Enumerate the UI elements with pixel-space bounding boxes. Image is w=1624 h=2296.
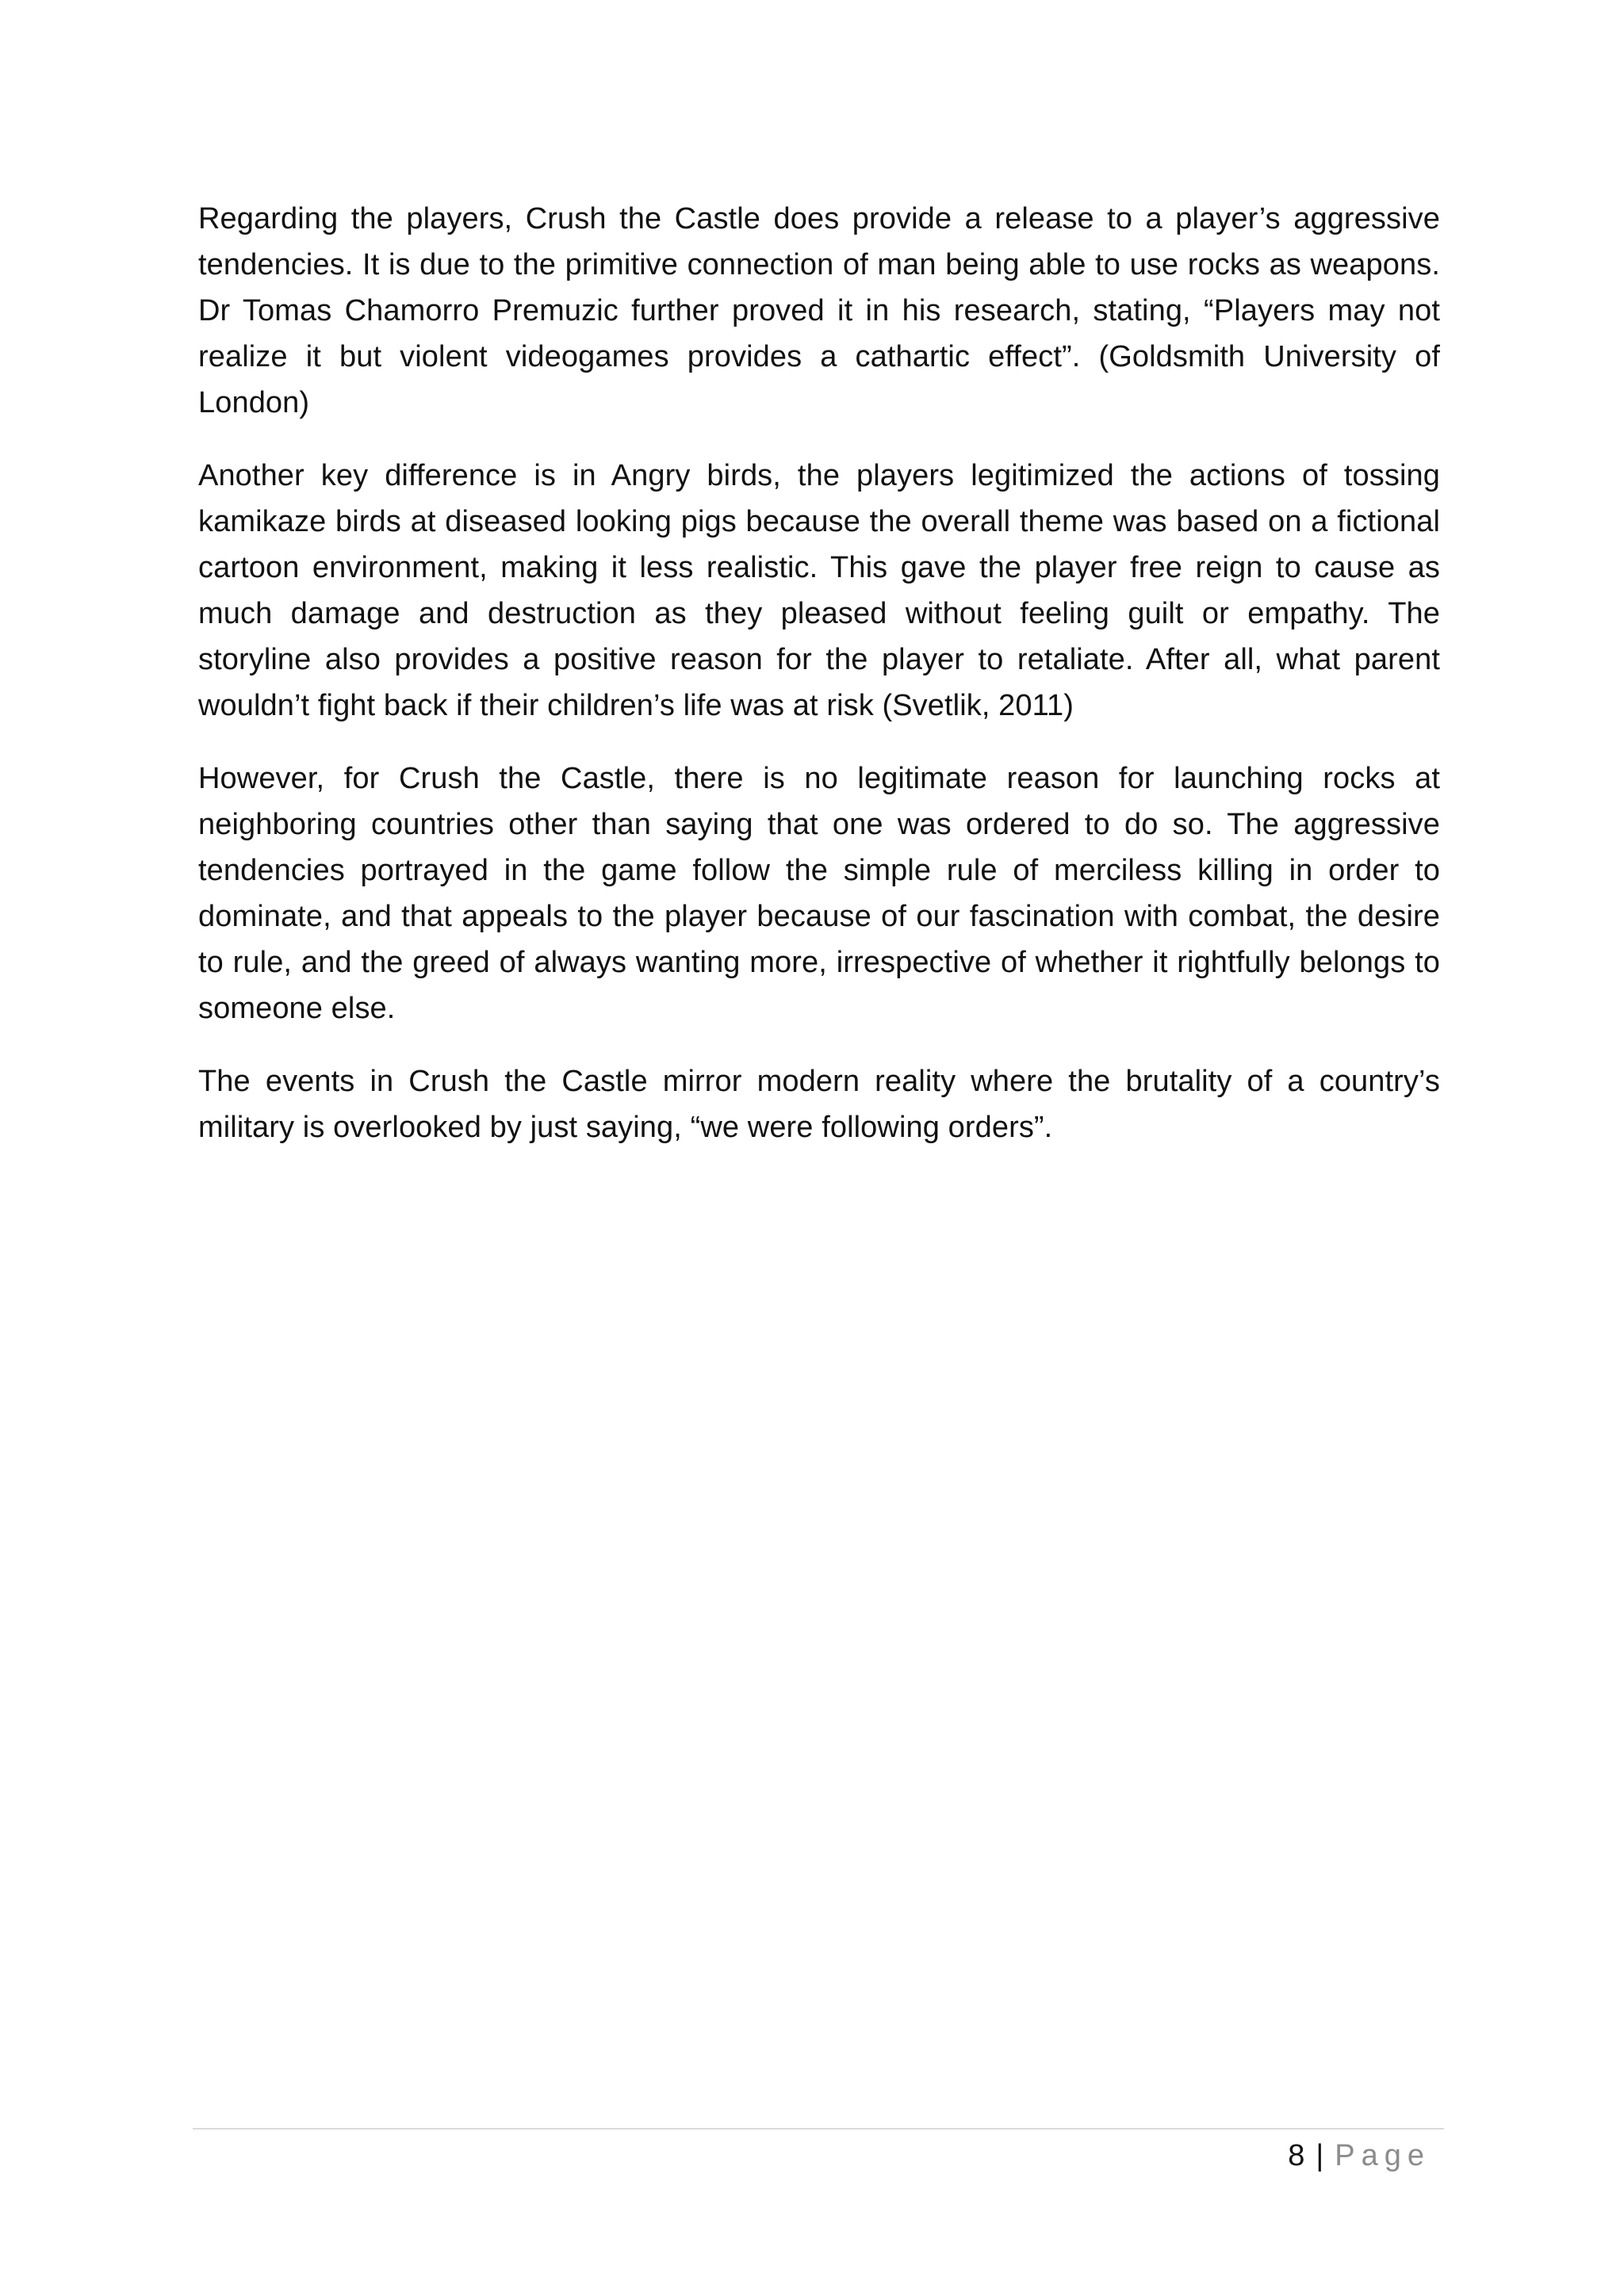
footer-divider <box>193 2128 1444 2130</box>
body-text <box>198 196 1440 1177</box>
paragraph-1: Regarding the players, Crush the Castle does provide a release to a player’s aggressive tendencies. It is due to the primitive connection of man being able to use rocks as weapons. Dr Tomas Chamorro Premuzic further proved it in his research, stating, “Players may not realize it but violent videogames provides a cathartic effect”. (Goldsmith University of London) <box>198 202 1440 419</box>
page-number: 8 <box>1288 2139 1305 2172</box>
page-label: Page <box>1335 2139 1431 2172</box>
paragraph-4: The events in Crush the Castle mirror modern reality where the brutality of a country’s military is overlooked by just saying, “we were following orders”. <box>198 1065 1440 1144</box>
footer-separator: | <box>1316 2139 1324 2172</box>
paragraph-2: Another key difference is in Angry birds, the players legitimized the actions of tossing kamikaze birds at diseased looking pigs because the overall theme was based on a fictional cartoon environment, making it less realistic. This gave the player free reign to cause as much damage and destruction as they pleased without feeling guilt or empathy. The storyline also provides a positive reason for the player to retaliate. After all, what parent wouldn’t fight back if their children’s life was at risk (Svetlik, 2011) <box>198 459 1440 722</box>
page-footer <box>1288 2133 1431 2179</box>
paragraph-3: However, for Crush the Castle, there is no legitimate reason for launching rocks at neighboring countries other than saying that one was ordered to do so. The aggressive tendencies portrayed in the game follow the simple rule of merciless killing in order to dominate, and that appeals to the player because of our fascination with combat, the desire to rule, and the greed of always wanting more, irrespective of whether it rightfully belongs to someone else. <box>198 762 1440 1025</box>
